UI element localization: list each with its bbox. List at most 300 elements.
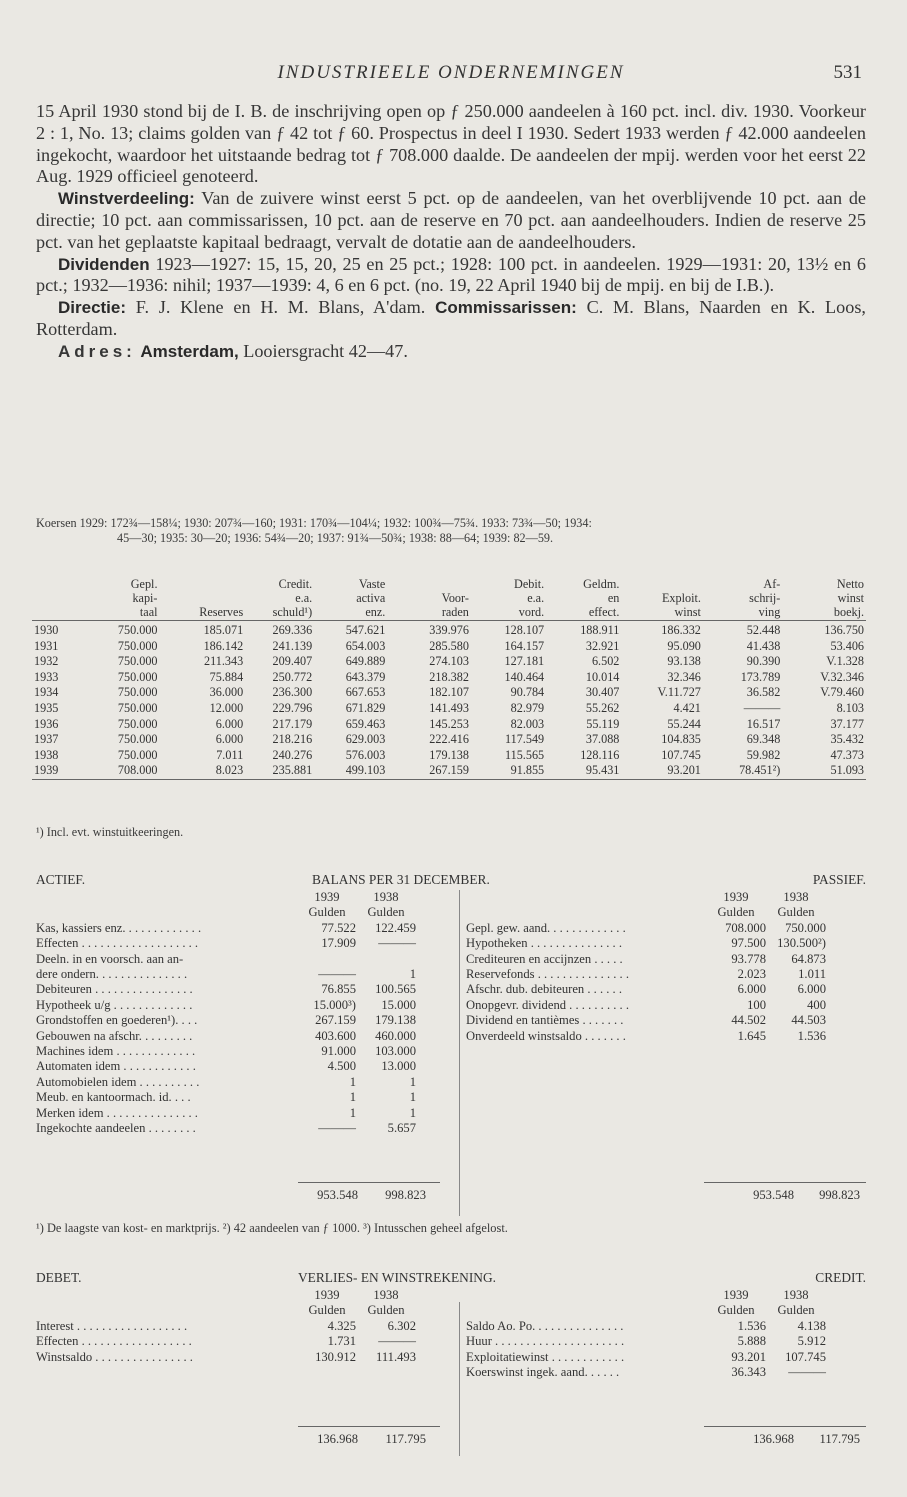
value-cell: 82.979 — [510, 700, 545, 715]
value-cell: 90.390 — [746, 654, 781, 669]
value-cell: 141.493 — [429, 700, 469, 715]
running-header — [36, 62, 866, 90]
balans-footnotes: ¹) De laagste van kost- en marktprijs. ²) 42 aandeelen van ƒ 1000. ³) Intusschen geheel afgelost. — [36, 1221, 508, 1235]
adres-city: Amsterdam, — [140, 341, 239, 361]
value-cell: 4.421 — [673, 700, 701, 715]
column-header: 1939 — [314, 1288, 340, 1302]
value-1939: 1 — [349, 1090, 356, 1105]
list-item — [36, 1059, 416, 1074]
value-cell: 128.107 — [504, 623, 545, 637]
value-1939: ——— — [318, 1121, 356, 1136]
value-1939: 6.000 — [737, 982, 766, 997]
koersen-block — [36, 516, 866, 546]
value-cell: 36.582 — [746, 685, 781, 700]
column-header: Af- — [763, 577, 781, 591]
value-1938: 1.536 — [797, 1028, 826, 1043]
value-cell: 7.011 — [216, 747, 244, 762]
value-1939: 2.023 — [737, 967, 766, 982]
text-dividenden: 1923—1927: 15, 15, 20, 25 en 25 pct.; 1928: 100 pct. in aandeelen. 1929—1931: 20, 13½ en 6 pct.; 1932—1936: nihil; 1937—1939: 4, 6 en 6 pct. (no. 19, 22 April 1940 bij de mpij. en bij de I.B.). — [36, 253, 866, 296]
value-cell: 671.829 — [345, 700, 386, 715]
value-cell: 274.103 — [429, 654, 469, 669]
value-1938: 750.000 — [785, 920, 826, 935]
column-header: e.a. — [527, 591, 545, 605]
balance-sheet — [36, 872, 866, 1220]
value-cell: 93.201 — [621, 763, 703, 779]
value-cell: 93.138 — [667, 654, 701, 669]
value-cell: 6.000 — [215, 732, 244, 747]
list-item — [36, 1090, 416, 1105]
column-divider — [459, 890, 460, 1216]
item-label: Gebouwen na afschr. . . . . . . . . — [36, 1028, 193, 1043]
value-cell: 47.373 — [830, 747, 864, 762]
value-cell: V.11.727 — [657, 685, 701, 700]
value-cell: 250.772 — [272, 669, 313, 684]
column-header: Gulden — [777, 905, 815, 920]
value-1938: 103.000 — [375, 1044, 416, 1059]
list-item — [36, 998, 416, 1013]
value-1939: 93.201 — [731, 1349, 766, 1364]
list-item — [36, 1013, 416, 1028]
value-cell: 659.463 — [345, 716, 386, 731]
value-cell: 10.014 — [585, 669, 620, 684]
list-item — [36, 936, 416, 951]
value-cell: 59.982 — [746, 747, 781, 762]
value-cell: ——— — [743, 700, 781, 715]
value-1939: 76.855 — [321, 982, 356, 997]
column-header: schrij- — [749, 591, 781, 605]
spacer-cell — [466, 905, 706, 920]
value-1938: 1.011 — [798, 967, 826, 982]
column-header — [160, 577, 246, 591]
item-label: Deeln. in en voorsch. aan an- — [36, 951, 184, 966]
item-label: Reservefonds . . . . . . . . . . . . . . . — [466, 967, 629, 982]
credit-total-1939: 136.968 — [753, 1432, 794, 1446]
value-cell: 339.976 — [429, 623, 469, 637]
value-cell: 95.431 — [546, 763, 621, 779]
value-cell: 91.855 — [471, 763, 546, 779]
value-cell: 55.262 — [585, 700, 620, 715]
item-label: Onopgevr. dividend . . . . . . . . . . — [466, 997, 630, 1012]
item-label: Machines idem . . . . . . . . . . . . . — [36, 1044, 196, 1059]
value-cell: 750.000 — [117, 638, 158, 653]
column-header — [160, 591, 246, 605]
spacer-cell — [36, 905, 298, 920]
value-cell: 218.216 — [272, 732, 313, 747]
credit-table — [466, 1288, 826, 1380]
text-directie: F. J. Klene en H. M. Blans, A'dam. — [126, 297, 436, 318]
column-header: Gulden — [308, 905, 346, 920]
value-1938: 130.500²) — [777, 936, 826, 951]
value-1938: 15.000 — [381, 997, 416, 1012]
value-1938: 100.565 — [375, 982, 416, 997]
value-cell: 750.000 — [117, 700, 158, 715]
paragraph-directie — [36, 297, 866, 341]
value-cell: 188.911 — [580, 623, 620, 637]
value-1938: 179.138 — [375, 1013, 416, 1028]
credit-total-1938: 117.795 — [819, 1432, 860, 1446]
value-1939: 77.522 — [321, 920, 356, 935]
value-cell: 267.159 — [387, 763, 471, 779]
value-1939: 4.325 — [327, 1318, 356, 1333]
year-cell: 1934 — [34, 685, 59, 700]
value-1938: 1 — [409, 1090, 416, 1105]
list-item — [36, 921, 416, 936]
column-header: 1938 — [373, 1288, 399, 1302]
value-1939: 44.502 — [731, 1013, 766, 1028]
column-header: Geldm. — [583, 577, 620, 591]
column-header: Gulden — [717, 905, 755, 920]
value-1938 — [356, 952, 416, 967]
value-cell: 229.796 — [272, 700, 313, 715]
item-label: Automaten idem . . . . . . . . . . . . — [36, 1059, 196, 1074]
table-row — [32, 639, 866, 655]
vw-title: VERLIES- EN WINSTREKENING. — [298, 1270, 496, 1285]
column-header: kapi- — [132, 591, 158, 605]
value-cell: 629.003 — [345, 732, 386, 747]
table-row — [32, 732, 866, 748]
spacer-cell — [466, 1303, 706, 1318]
column-header: 1939 — [723, 1288, 749, 1302]
year-cell: 1930 — [34, 623, 59, 637]
value-1939: 1.536 — [737, 1318, 766, 1333]
column-header-row — [466, 905, 826, 920]
value-cell: 240.276 — [272, 747, 313, 762]
value-1938: 111.493 — [376, 1349, 416, 1364]
value-cell: 576.003 — [345, 747, 386, 762]
paragraph-dividenden — [36, 254, 866, 298]
list-item — [36, 1319, 416, 1334]
value-cell: 75.884 — [209, 669, 244, 684]
value-cell: 285.580 — [429, 638, 469, 653]
value-1938: 1 — [409, 1105, 416, 1120]
value-1939: 708.000 — [725, 920, 766, 935]
label-adres: Adres: — [58, 341, 136, 361]
item-label: dere ondern. . . . . . . . . . . . . . . — [36, 967, 188, 982]
paragraph-issue: 15 April 1930 stond bij de I. B. de inschrijving open op ƒ 250.000 aandeelen à 160 pct. incl. div. 1930. Voorkeur 2 : 1, No. 13; claims golden van ƒ 42 tot ƒ 60. Prospectus in deel I 1930. Sedert 1933 werden ƒ 42.000 aandeelen ingekocht, waardoor het uitstaande bedrag tot ƒ 708.000 daalde. De aandeelen der mpij. werden voor het eerst 22 Aug. 1929 officieel genoteerd. — [36, 101, 866, 187]
column-header-row — [466, 890, 826, 905]
item-label: Hypotheken . . . . . . . . . . . . . . . — [466, 936, 623, 951]
list-item — [36, 1029, 416, 1044]
spacer-cell — [36, 1288, 298, 1303]
value-cell: 186.142 — [203, 638, 244, 653]
list-item — [36, 1044, 416, 1059]
value-cell: 136.750 — [824, 623, 864, 637]
value-cell: 211.343 — [204, 654, 244, 669]
list-item — [466, 967, 826, 982]
year-cell: 1933 — [34, 669, 59, 684]
spacer-cell — [466, 1288, 706, 1303]
column-header-row — [36, 890, 416, 905]
list-item — [466, 1029, 826, 1044]
column-header: Vaste — [358, 577, 386, 591]
column-header: Reserves — [160, 605, 246, 621]
column-header: 1939 — [723, 890, 749, 904]
value-1939: 100 — [747, 997, 766, 1012]
debet-table — [36, 1288, 416, 1365]
passief-table — [466, 890, 826, 1044]
value-1938: 5.657 — [387, 1121, 416, 1136]
header-row — [32, 605, 866, 621]
list-item — [36, 952, 416, 967]
column-header: boekj. — [782, 605, 866, 621]
column-header: 1939 — [314, 890, 340, 904]
list-item — [466, 1365, 826, 1380]
column-header: enz. — [314, 605, 387, 621]
item-label: Exploitatiewinst . . . . . . . . . . . . — [466, 1349, 625, 1364]
value-cell: 236.300 — [272, 685, 313, 700]
value-1938: 460.000 — [375, 1028, 416, 1043]
vw-left-heading: DEBET. — [36, 1270, 82, 1285]
column-header — [387, 577, 471, 591]
value-cell: V.1.328 — [826, 654, 864, 669]
value-cell: 182.107 — [429, 685, 469, 700]
table-row — [32, 748, 866, 764]
value-1939: 403.600 — [315, 1028, 356, 1043]
value-cell: 750.000 — [117, 623, 158, 637]
adres-street: Looiersgracht 42—47. — [238, 340, 408, 361]
value-cell: 8.103 — [836, 700, 864, 715]
value-1938: 6.302 — [387, 1318, 416, 1333]
column-header: 1938 — [783, 890, 809, 904]
column-header: 1938 — [373, 890, 399, 904]
item-label: Debiteuren . . . . . . . . . . . . . . . . — [36, 982, 193, 997]
value-cell: 30.407 — [585, 685, 620, 700]
year-cell: 1936 — [34, 716, 59, 731]
financial-history-table — [32, 577, 866, 780]
item-label: Crediteuren en accijnzen . . . . . — [466, 951, 623, 966]
spacer-cell — [36, 890, 298, 905]
item-label: Effecten . . . . . . . . . . . . . . . . . . . — [36, 936, 199, 951]
value-cell: 35.432 — [830, 732, 864, 747]
debet-sum-line — [298, 1426, 440, 1427]
column-header: en — [607, 591, 620, 605]
item-label: Dividend en tantièmes . . . . . . . — [466, 1013, 624, 1028]
value-cell: 547.621 — [345, 623, 386, 637]
value-cell: 55.244 — [667, 716, 701, 731]
value-cell: 115.565 — [504, 747, 545, 762]
list-item — [36, 1106, 416, 1121]
value-cell: 241.139 — [272, 638, 313, 653]
value-cell: 32.921 — [585, 638, 620, 653]
value-1939: 5.888 — [737, 1334, 766, 1349]
table-row — [32, 654, 866, 670]
profit-loss-account — [36, 1270, 866, 1468]
value-cell: 37.088 — [585, 732, 620, 747]
value-1938: 122.459 — [375, 920, 416, 935]
value-1939: 4.500 — [327, 1059, 356, 1074]
column-header: taal — [78, 605, 160, 621]
balans-title: BALANS PER 31 DECEMBER. — [312, 872, 490, 887]
spacer-cell — [466, 890, 706, 905]
column-header: e.a. — [295, 591, 313, 605]
value-1939: 97.500 — [731, 936, 766, 951]
list-item — [466, 1350, 826, 1365]
value-cell: 145.253 — [429, 716, 469, 731]
label-directie: Directie: — [58, 298, 127, 318]
value-cell: 235.881 — [245, 763, 314, 779]
value-1938: 44.503 — [791, 1013, 826, 1028]
value-cell: V.79.460 — [820, 685, 864, 700]
value-cell: 55.119 — [586, 716, 620, 731]
koersen-line-1: Koersen 1929: 172¾—158¼; 1930: 207¾—160; 1931: 170¾—104¼; 1932: 100¾—75¾. 1933: 73¾—50; 1934: — [36, 516, 592, 530]
value-cell: 41.438 — [746, 638, 781, 653]
text-winstverdeeling: Van de zuivere winst eerst 5 pct. op de aandeelen, van het overblijvende 10 pct. aan de directie; 10 pct. aan commissarissen, 10 pct. aan de reserve en 70 pct. aan aandeelhouders. Indien de reserve 25 pct. van het geplaatste kapitaal bedraagt, vervalt de dotatie aan de aandeelhouders. — [36, 188, 866, 252]
actief-sum-line — [298, 1182, 440, 1183]
item-label: Saldo Ao. Po. . . . . . . . . . . . . . . — [466, 1318, 624, 1333]
balans-right-heading: PASSIEF. — [812, 872, 866, 887]
value-cell: V.32.346 — [820, 669, 864, 684]
value-cell: 269.336 — [272, 623, 313, 637]
column-header: effect. — [546, 605, 621, 621]
value-cell: 37.177 — [830, 716, 864, 731]
list-item — [36, 1121, 416, 1136]
table-row — [32, 621, 866, 639]
item-label: Gepl. gew. aand. . . . . . . . . . . . . — [466, 920, 626, 935]
list-item — [36, 1075, 416, 1090]
value-cell: 186.332 — [661, 623, 701, 637]
column-header-row — [36, 905, 416, 920]
label-winstverdeeling: Winstverdeeling: — [58, 189, 195, 209]
value-cell: 209.407 — [272, 654, 313, 669]
balans-left-heading: ACTIEF. — [36, 872, 86, 887]
value-cell: 218.382 — [429, 669, 469, 684]
value-cell: 499.103 — [314, 763, 387, 779]
value-1938: 13.000 — [381, 1059, 416, 1074]
value-cell: 750.000 — [117, 732, 158, 747]
list-item — [466, 1013, 826, 1028]
column-header: Netto — [836, 577, 864, 591]
list-item — [36, 967, 416, 982]
value-cell: 36.000 — [209, 685, 244, 700]
value-cell: 16.517 — [746, 716, 781, 731]
value-1939: 91.000 — [321, 1044, 356, 1059]
value-1938: 5.912 — [797, 1334, 826, 1349]
item-label: Onverdeeld winstsaldo . . . . . . . — [466, 1028, 626, 1043]
credit-sum-line — [704, 1426, 866, 1427]
value-cell: 90.784 — [510, 685, 545, 700]
column-header-row — [36, 1303, 416, 1318]
item-label: Meub. en kantoormach. id. . . . — [36, 1090, 191, 1105]
list-item — [36, 982, 416, 997]
value-1939: 1 — [349, 1105, 356, 1120]
value-cell: 222.416 — [429, 732, 469, 747]
actief-total-1939: 953.548 — [317, 1188, 358, 1202]
value-cell: 179.138 — [429, 747, 469, 762]
value-cell: 164.157 — [504, 638, 545, 653]
value-cell: 32.346 — [667, 669, 701, 684]
value-cell: 654.003 — [345, 638, 386, 653]
item-label: Merken idem . . . . . . . . . . . . . . . — [36, 1105, 198, 1120]
text-commissarissen: C. M. Blans, Naarden en K. Loos, Rotterdam. — [36, 297, 866, 339]
column-header: Debit. — [514, 577, 545, 591]
list-item — [36, 1334, 416, 1349]
header-row — [32, 591, 866, 605]
year-cell: 1935 — [34, 700, 59, 715]
list-item — [466, 1319, 826, 1334]
actief-total-row — [298, 1188, 440, 1203]
table-row — [32, 717, 866, 733]
value-1938: 1 — [409, 1074, 416, 1089]
footnote-incl: ¹) Incl. evt. winstuitkeeringen. — [36, 825, 184, 839]
vw-right-heading: CREDIT. — [815, 1270, 866, 1285]
value-cell: 750.000 — [117, 654, 158, 669]
value-cell: 667.653 — [345, 685, 386, 700]
column-header-row — [466, 1303, 826, 1318]
debet-total-1939: 136.968 — [317, 1432, 358, 1446]
value-cell: 750.000 — [117, 685, 158, 700]
column-header: schuld¹) — [245, 605, 314, 621]
column-header — [32, 605, 78, 621]
value-cell: 117.549 — [504, 732, 545, 747]
column-header: Gulden — [717, 1303, 755, 1318]
column-header: 1938 — [783, 1288, 809, 1302]
column-header: Gepl. — [130, 577, 158, 591]
value-cell: 173.789 — [740, 669, 781, 684]
column-header: winst — [837, 591, 864, 605]
list-item — [466, 921, 826, 936]
list-item — [466, 952, 826, 967]
column-header: Exploit. — [661, 591, 701, 605]
actief-table — [36, 890, 416, 1137]
column-header: Credit. — [278, 577, 313, 591]
item-label: Winstsaldo . . . . . . . . . . . . . . . . — [36, 1349, 193, 1364]
value-1938: ——— — [378, 936, 416, 951]
value-1939: 17.909 — [321, 936, 356, 951]
value-cell: 750.000 — [117, 716, 158, 731]
actief-total-1938: 998.823 — [385, 1188, 426, 1202]
item-label: Huur . . . . . . . . . . . . . . . . . . . . . — [466, 1334, 625, 1349]
vw-column-divider — [459, 1302, 460, 1456]
value-cell: 140.464 — [504, 669, 545, 684]
value-1939: 1 — [349, 1074, 356, 1089]
value-1939: 1.645 — [737, 1028, 766, 1043]
value-cell: 649.889 — [345, 654, 386, 669]
value-cell: 107.745 — [661, 747, 701, 762]
column-header-row — [466, 1288, 826, 1303]
value-cell: 6.000 — [215, 716, 244, 731]
column-header: Gulden — [367, 1303, 405, 1318]
debet-total-1938: 117.795 — [385, 1432, 426, 1446]
label-commissarissen: Commissarissen: — [435, 298, 577, 318]
column-header: vord. — [471, 605, 546, 621]
column-header — [621, 577, 703, 591]
value-1938: 107.745 — [785, 1349, 826, 1364]
value-cell: 52.448 — [746, 623, 781, 637]
column-header — [32, 591, 78, 605]
column-header: Voor- — [441, 591, 469, 605]
value-cell: 6.502 — [591, 654, 620, 669]
paragraph-adres — [36, 341, 866, 363]
header-row — [32, 577, 866, 591]
value-1938: 4.138 — [797, 1318, 826, 1333]
debet-total-row — [298, 1432, 440, 1447]
item-label: Interest . . . . . . . . . . . . . . . . . . — [36, 1318, 188, 1333]
value-cell: 643.379 — [345, 669, 386, 684]
passief-sum-line — [704, 1182, 866, 1183]
column-header: Gulden — [308, 1303, 346, 1318]
value-1939: ——— — [318, 967, 356, 982]
list-item — [36, 1350, 416, 1365]
column-header — [32, 577, 78, 591]
column-header: Gulden — [777, 1303, 815, 1318]
year-cell: 1939 — [32, 763, 78, 779]
list-item — [466, 936, 826, 951]
value-cell: 750.000 — [117, 669, 158, 684]
year-cell: 1931 — [34, 638, 59, 653]
passief-total-row — [704, 1188, 866, 1203]
column-header: Gulden — [367, 905, 405, 920]
body-text — [36, 101, 866, 363]
